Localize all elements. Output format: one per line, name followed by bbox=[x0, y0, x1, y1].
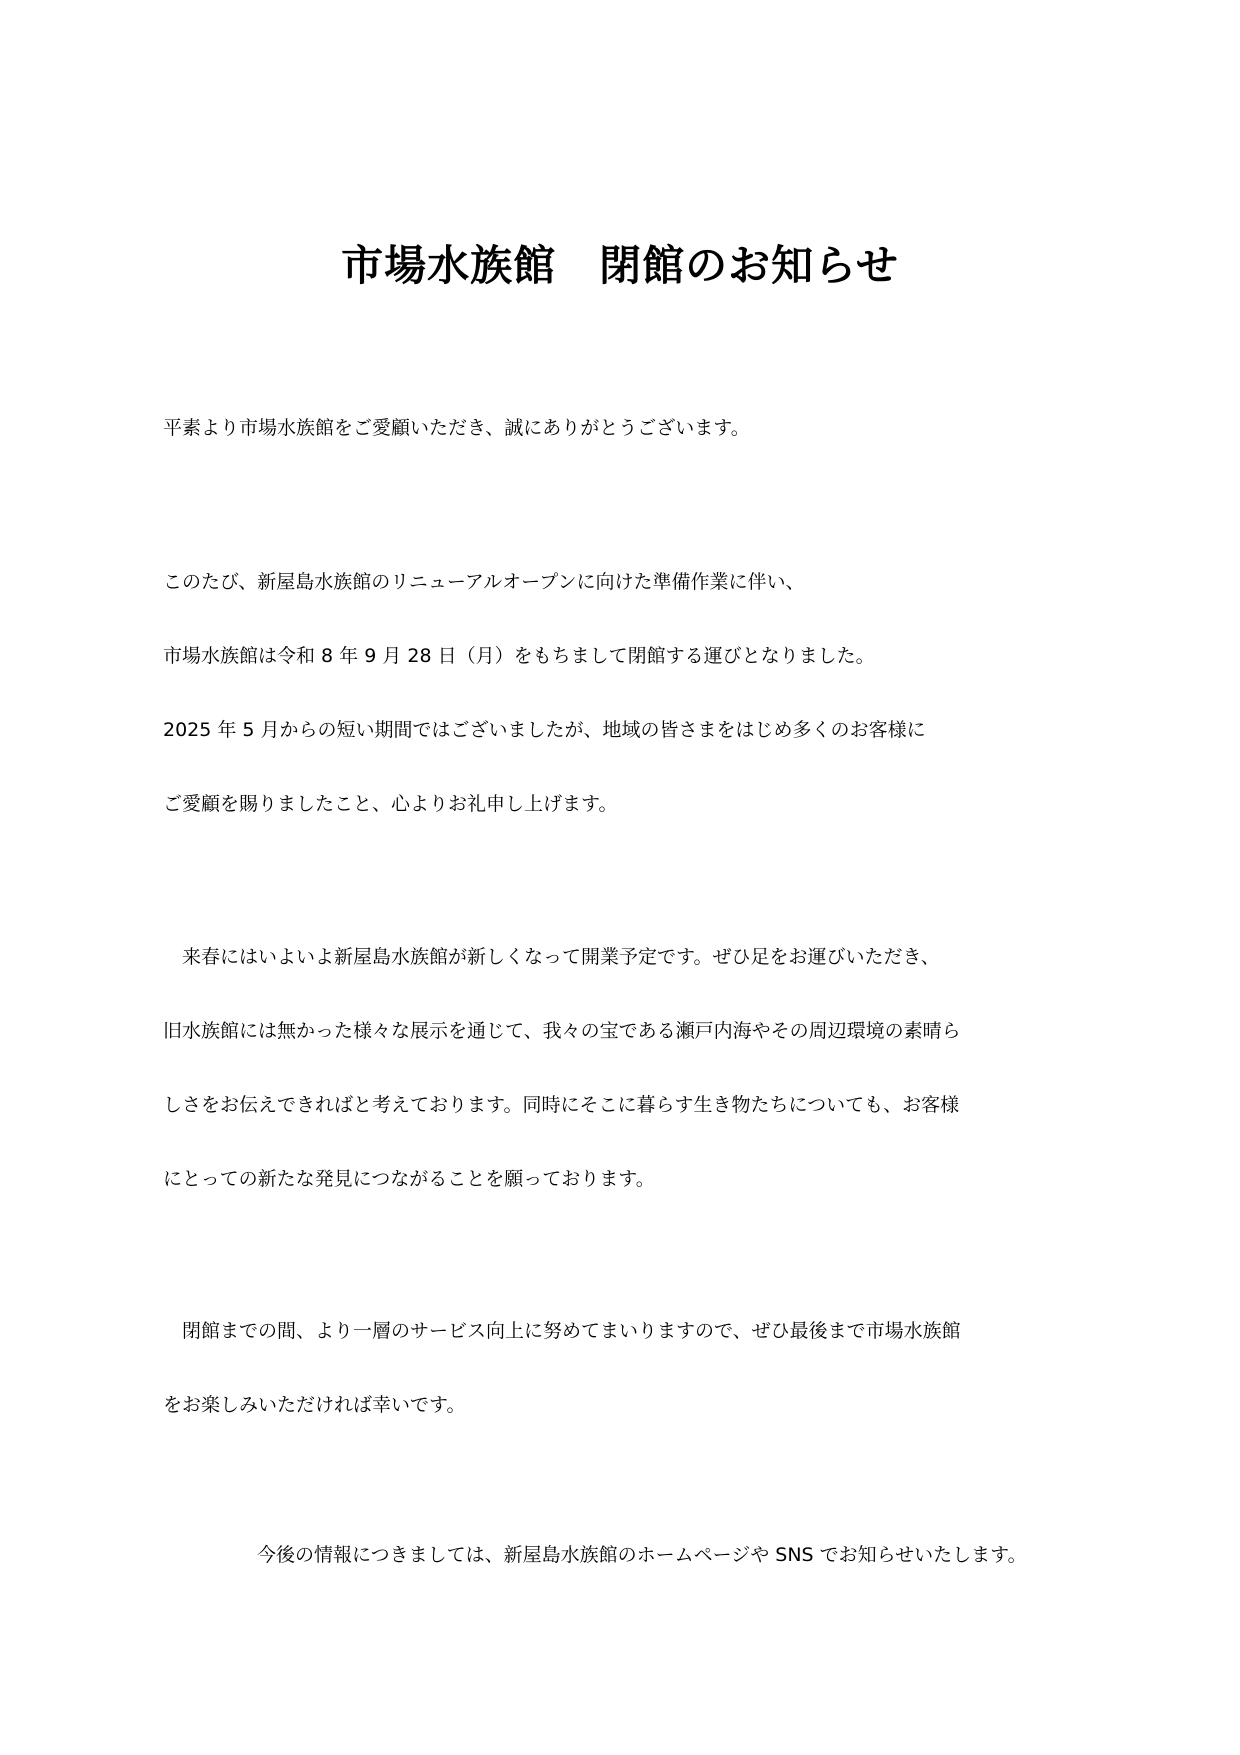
body-line: 2025 年 5 月からの短い期間ではございましたが、地域の皆さまをはじめ多くのお客様に bbox=[163, 719, 926, 741]
body-line: しさをお伝えできればと考えております。同時にそこに暮らす生き物たちについても、お客様 bbox=[163, 1094, 960, 1116]
body-line: 市場水族館は令和 8 年 9 月 28 日（月）をもちまして閉館する運びとなりました。 bbox=[163, 645, 875, 667]
body-line: 旧水族館には無かった様々な展示を通じて、我々の宝である瀬戸内海やその周辺環境の素晴ら bbox=[163, 1020, 961, 1042]
closing-line: 今後の情報につきましては、新屋島水族館のホームページや SNS でお知らせいたします。 bbox=[257, 1544, 1027, 1566]
document-title: 市場水族館 閉館のお知らせ bbox=[341, 241, 899, 290]
body-line: 閉館までの間、より一層のサービス向上に努めてまいりますので、ぜひ最後まで市場水族館 bbox=[163, 1320, 961, 1342]
greeting-line: 平素より市場水族館をご愛顧いただき、誠にありがとうございます。 bbox=[163, 417, 750, 439]
body-line: 来春にはいよいよ新屋島水族館が新しくなって開業予定です。ぜひ足をお運びいただき、 bbox=[163, 946, 940, 968]
body-line: ご愛顧を賜りましたこと、心よりお礼申し上げます。 bbox=[163, 793, 618, 815]
body-line: このたび、新屋島水族館のリニューアルオープンに向けた準備作業に伴い、 bbox=[163, 571, 805, 593]
body-line: にとっての新たな発見につながることを願っております。 bbox=[163, 1168, 655, 1190]
body-line: をお楽しみいただければ幸いです。 bbox=[163, 1394, 466, 1416]
